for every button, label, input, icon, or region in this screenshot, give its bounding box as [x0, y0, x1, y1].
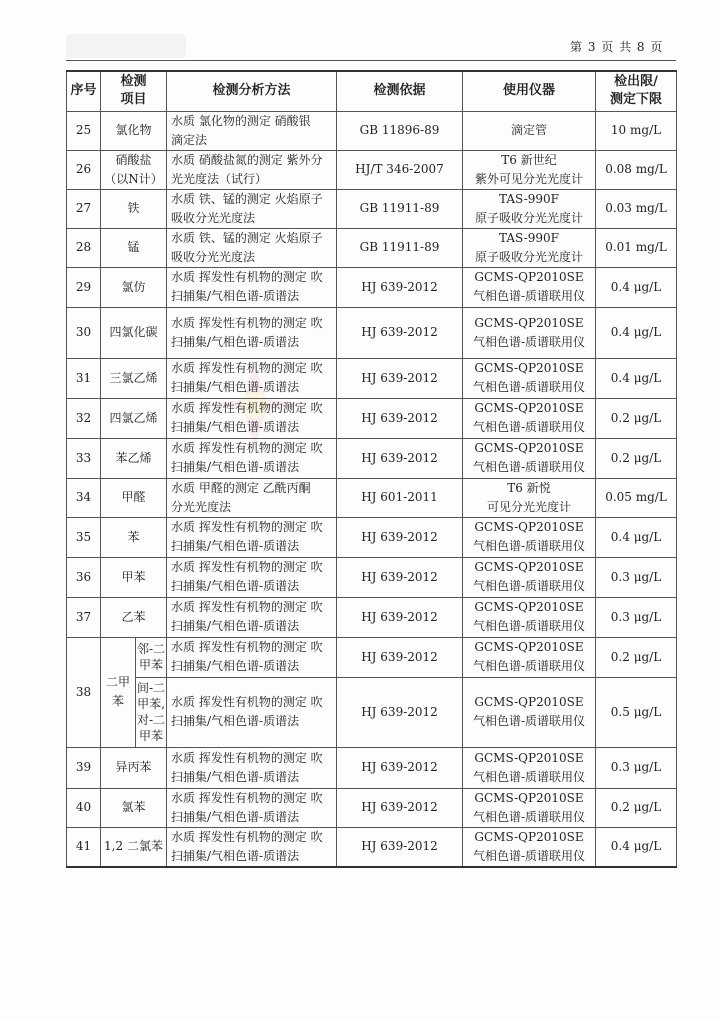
row-basis: HJ 639-2012 — [337, 438, 463, 478]
row-basis: GB 11911-89 — [337, 228, 463, 267]
row-limit: 0.3 μg/L — [596, 557, 677, 597]
row-number: 30 — [67, 307, 101, 358]
row-instrument: GCMS-QP2010SE 气相色谱-质谱联用仪 — [463, 438, 596, 478]
row-number: 38 — [67, 637, 101, 747]
row-number: 41 — [67, 827, 101, 867]
row-item: 四氯乙烯 — [101, 398, 167, 438]
row-instrument: GCMS-QP2010SE 气相色谱-质谱联用仪 — [463, 747, 596, 788]
row-item: 三氯乙烯 — [101, 358, 167, 398]
row-method: 水质 挥发性有机物的测定 吹 扫捕集/气相色谱-质谱法 — [167, 438, 337, 478]
row-item: 氯苯 — [101, 788, 167, 827]
row-item: 乙苯 — [101, 597, 167, 637]
subitem-cells — [136, 638, 167, 747]
row-method: 水质 铁、锰的测定 火焰原子 吸收分光光度法 — [167, 228, 337, 267]
table-row — [67, 438, 677, 478]
subitem-label: 间-二 甲苯, 对-二 甲苯 — [136, 681, 166, 743]
row-basis: HJ/T 346-2007 — [337, 150, 463, 189]
row-number: 26 — [67, 150, 101, 189]
row-limit: 0.3 μg/L — [596, 597, 677, 637]
row-method: 水质 铁、锰的测定 火焰原子 吸收分光光度法 — [167, 189, 337, 228]
row-limit: 0.2 μg/L — [596, 637, 677, 677]
row-limit: 0.4 μg/L — [596, 307, 677, 358]
table-row — [67, 150, 677, 189]
row-number: 39 — [67, 747, 101, 788]
header-limit: 检出限/ 测定下限 — [596, 71, 677, 111]
row-basis: GB 11911-89 — [337, 189, 463, 228]
row-item: 苯 — [101, 517, 167, 557]
table-row — [67, 358, 677, 398]
table-row — [67, 557, 677, 597]
header-divider — [66, 60, 676, 61]
row-basis: HJ 639-2012 — [337, 637, 463, 677]
row-method: 水质 挥发性有机物的测定 吹 扫捕集/气相色谱-质谱法 — [167, 398, 337, 438]
row-number: 25 — [67, 111, 101, 150]
row-number: 32 — [67, 398, 101, 438]
row-method: 水质 硝酸盐氮的测定 紫外分 光光度法（试行） — [167, 150, 337, 189]
table-row — [67, 111, 677, 150]
table-row — [67, 267, 677, 307]
row-item: 铁 — [101, 189, 167, 228]
row-method: 水质 挥发性有机物的测定 吹 扫捕集/气相色谱-质谱法 — [167, 307, 337, 358]
row-method: 水质 挥发性有机物的测定 吹 扫捕集/气相色谱-质谱法 — [167, 827, 337, 867]
row-instrument: TAS-990F 原子吸收分光光度计 — [463, 228, 596, 267]
table-row — [67, 398, 677, 438]
row-instrument: GCMS-QP2010SE 气相色谱-质谱联用仪 — [463, 637, 596, 677]
row-limit: 0.2 μg/L — [596, 788, 677, 827]
row-basis: HJ 639-2012 — [337, 788, 463, 827]
row-instrument: GCMS-QP2010SE 气相色谱-质谱联用仪 — [463, 307, 596, 358]
row-limit: 0.01 mg/L — [596, 228, 677, 267]
row-instrument: GCMS-QP2010SE 气相色谱-质谱联用仪 — [463, 677, 596, 747]
row-limit: 10 mg/L — [596, 111, 677, 150]
row-instrument: 滴定管 — [463, 111, 596, 150]
row-instrument: GCMS-QP2010SE 气相色谱-质谱联用仪 — [463, 827, 596, 867]
row-method: 水质 氯化物的测定 硝酸银 滴定法 — [167, 111, 337, 150]
row-instrument: T6 新世纪 紫外可见分光光度计 — [463, 150, 596, 189]
row-number: 37 — [67, 597, 101, 637]
row-basis: HJ 639-2012 — [337, 597, 463, 637]
row-item: 锰 — [101, 228, 167, 267]
table-header-row — [67, 71, 677, 111]
row-basis: HJ 639-2012 — [337, 307, 463, 358]
table-row — [67, 597, 677, 637]
row-method: 水质 挥发性有机物的测定 吹 扫捕集/气相色谱-质谱法 — [167, 597, 337, 637]
row-limit: 0.4 μg/L — [596, 827, 677, 867]
row-number: 31 — [67, 358, 101, 398]
row-basis: HJ 601-2011 — [337, 478, 463, 517]
row-number: 34 — [67, 478, 101, 517]
row-basis: HJ 639-2012 — [337, 827, 463, 867]
row-instrument: GCMS-QP2010SE 气相色谱-质谱联用仪 — [463, 358, 596, 398]
row-method: 水质 挥发性有机物的测定 吹 扫捕集/气相色谱-质谱法 — [167, 747, 337, 788]
header-seq: 序号 — [67, 71, 101, 111]
row-basis: HJ 639-2012 — [337, 677, 463, 747]
table-row — [67, 637, 677, 677]
row-number: 35 — [67, 517, 101, 557]
row-number: 27 — [67, 189, 101, 228]
row-number: 33 — [67, 438, 101, 478]
row-limit: 0.5 μg/L — [596, 677, 677, 747]
row-instrument: GCMS-QP2010SE 气相色谱-质谱联用仪 — [463, 398, 596, 438]
row-item: 苯乙烯 — [101, 438, 167, 478]
row-instrument: GCMS-QP2010SE 气相色谱-质谱联用仪 — [463, 267, 596, 307]
row-instrument: TAS-990F 原子吸收分光光度计 — [463, 189, 596, 228]
row-limit: 0.08 mg/L — [596, 150, 677, 189]
row-limit: 0.4 μg/L — [596, 517, 677, 557]
row-basis: GB 11896-89 — [337, 111, 463, 150]
row-item: 硝酸盐 （以N计） — [101, 150, 167, 189]
row-number: 36 — [67, 557, 101, 597]
row-item: 异丙苯 — [101, 747, 167, 788]
row-number: 40 — [67, 788, 101, 827]
table-row — [67, 189, 677, 228]
row-limit: 0.03 mg/L — [596, 189, 677, 228]
table-row — [67, 478, 677, 517]
table-row — [67, 307, 677, 358]
row-basis: HJ 639-2012 — [337, 398, 463, 438]
table-row — [67, 228, 677, 267]
row-instrument: T6 新悦 可见分光光度计 — [463, 478, 596, 517]
row-method: 水质 挥发性有机物的测定 吹 扫捕集/气相色谱-质谱法 — [167, 517, 337, 557]
subitem-table — [101, 638, 166, 747]
row-basis: HJ 639-2012 — [337, 747, 463, 788]
row-item: 1,2 二氯苯 — [101, 827, 167, 867]
row-method: 水质 甲醛的测定 乙酰丙酮 分光光度法 — [167, 478, 337, 517]
row-item: 甲醛 — [101, 478, 167, 517]
row-method: 水质 挥发性有机物的测定 吹 扫捕集/气相色谱-质谱法 — [167, 358, 337, 398]
page-indicator: 第 3 页 共 8 页 — [570, 40, 664, 54]
table-body — [67, 111, 677, 867]
row-method: 水质 挥发性有机物的测定 吹 扫捕集/气相色谱-质谱法 — [167, 637, 337, 677]
row-limit: 0.4 μg/L — [596, 267, 677, 307]
row-item: 氯化物 — [101, 111, 167, 150]
row-number: 28 — [67, 228, 101, 267]
table-row — [67, 788, 677, 827]
header-item: 检测 项目 — [101, 71, 167, 111]
group-item-label: 二甲 苯 — [101, 638, 136, 747]
row-item: 甲苯 — [101, 557, 167, 597]
row-method: 水质 挥发性有机物的测定 吹 扫捕集/气相色谱-质谱法 — [167, 267, 337, 307]
row-limit: 0.05 mg/L — [596, 478, 677, 517]
row-basis: HJ 639-2012 — [337, 358, 463, 398]
test-methods-table — [66, 70, 677, 868]
row-limit: 0.4 μg/L — [596, 358, 677, 398]
row-basis: HJ 639-2012 — [337, 517, 463, 557]
redacted-header-logo — [66, 34, 186, 58]
row-instrument: GCMS-QP2010SE 气相色谱-质谱联用仪 — [463, 517, 596, 557]
table-row — [67, 827, 677, 867]
row-instrument: GCMS-QP2010SE 气相色谱-质谱联用仪 — [463, 597, 596, 637]
row-item: 氯仿 — [101, 267, 167, 307]
row-instrument: GCMS-QP2010SE 气相色谱-质谱联用仪 — [463, 557, 596, 597]
row-instrument: GCMS-QP2010SE 气相色谱-质谱联用仪 — [463, 788, 596, 827]
row-method: 水质 挥发性有机物的测定 吹 扫捕集/气相色谱-质谱法 — [167, 677, 337, 747]
header-instrument: 使用仪器 — [463, 71, 596, 111]
row-limit: 0.2 μg/L — [596, 438, 677, 478]
row-limit: 0.2 μg/L — [596, 398, 677, 438]
row-item: 四氯化碳 — [101, 307, 167, 358]
header-method: 检测分析方法 — [167, 71, 337, 111]
table-row — [67, 517, 677, 557]
row-method: 水质 挥发性有机物的测定 吹 扫捕集/气相色谱-质谱法 — [167, 788, 337, 827]
row-basis: HJ 639-2012 — [337, 557, 463, 597]
row-number: 29 — [67, 267, 101, 307]
header-basis: 检测依据 — [337, 71, 463, 111]
row-limit: 0.3 μg/L — [596, 747, 677, 788]
table-row — [67, 747, 677, 788]
row-method: 水质 挥发性有机物的测定 吹 扫捕集/气相色谱-质谱法 — [167, 557, 337, 597]
row-item — [101, 637, 167, 747]
row-basis: HJ 639-2012 — [337, 267, 463, 307]
subitem-label: 邻-二 甲苯 — [136, 638, 166, 678]
